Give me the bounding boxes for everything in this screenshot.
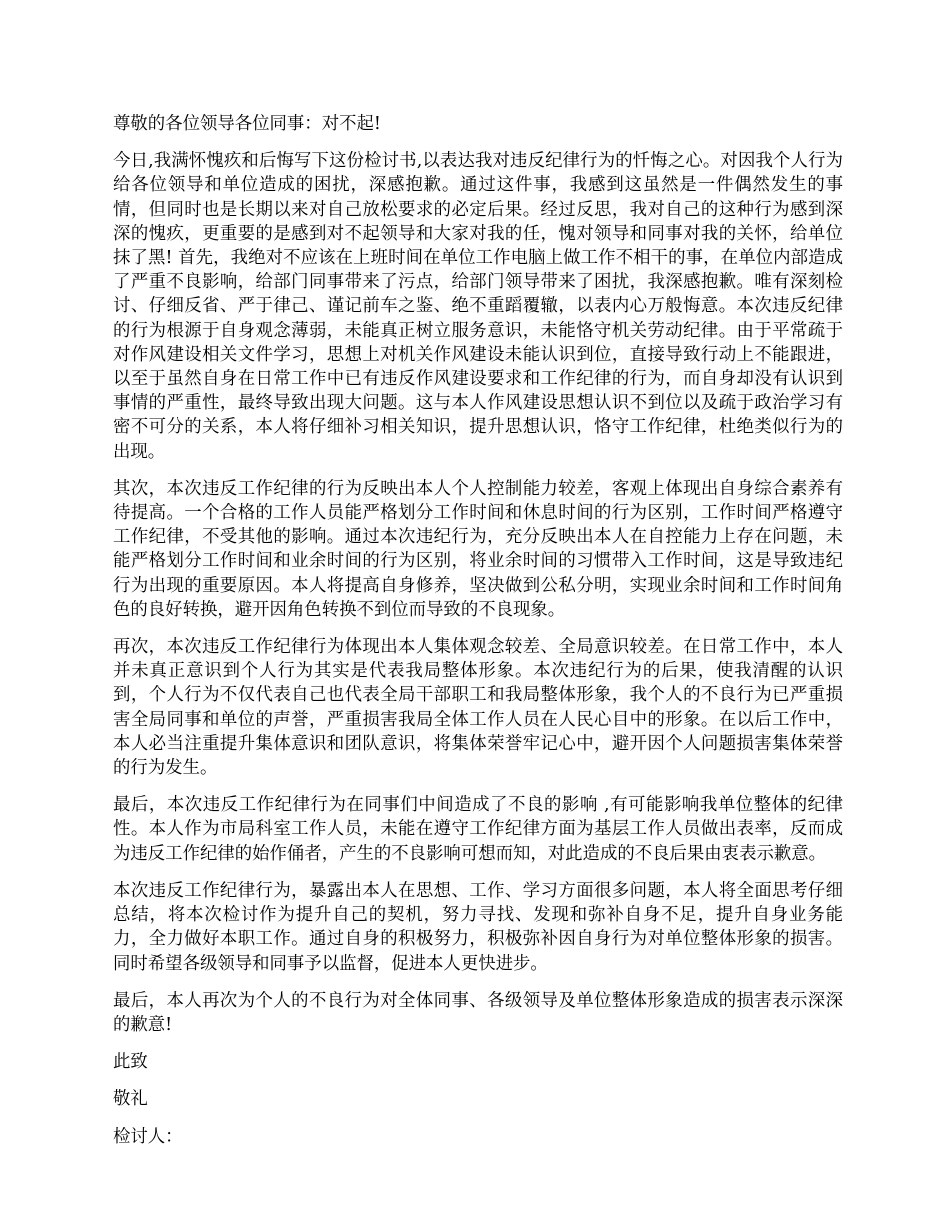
paragraph-second: 其次，本次违反工作纪律的行为反映出本人个人控制能力较差，客观上体现出自身综合素养有待提高。一个合格的工作人员能严格划分工作时间和休息时间的行为区别，工作时间严格遵守工作纪律，不受其他的影响。通过本次违纪行为，充分反映出本人在自控能力上存在问题，未能严格划分工作时间和业余时间的行为区别，将业余时间的习惯带入工作时间，这是导致违纪行为出现的重要原因。本人将提高自身修养，坚决做到公私分明，实现业余时间和工作时间角色的良好转换，避开因角色转换不到位而导致的不良现象。 [113,478,843,620]
paragraph-third: 再次，本次违反工作纪律行为体现出本人集体观念较差、全局意识较差。在日常工作中，本人并未真正意识到个人行为其实是代表我局整体形象。本次违纪行为的后果，使我清醒的认识到，个人行为不仅代表自己也代表全局干部职工和我局整体形象，我个人的不良行为已严重损害全局同事和单位的声誉，严重损害我局全体工作人员在人民心目中的形象。在以后工作中，本人必当注重提升集体意识和团队意识，将集体荣誉牢记心中，避开因个人问题损害集体荣誉的行为发生。 [113,637,843,779]
salutation: 尊敬的各位领导各位同事：对不起! [113,114,381,134]
letter-document [113,112,843,1162]
signature-label: 检讨人： [113,1126,183,1147]
paragraph-fifth: 本次违反工作纪律行为，暴露出本人在思想、工作、学习方面很多问题，本人将全面思考仔细总结，将本次检讨作为提升自己的契机，努力寻找、发现和弥补自身不足，提升自身业务能力，全力做好本职工作。通过自身的积极努力，积极弥补因自身行为对单位整体形象的损害。同时希望各级领导和同事予以监督，促进本人更快进步。 [113,880,843,974]
paragraph-final: 最后，本人再次为个人的不良行为对全体同事、各级领导及单位整体形象造成的损害表示深深的歉意! [113,990,843,1035]
closing-jingli: 敬礼 [113,1089,148,1110]
paragraph-fourth: 最后，本次违反工作纪律行为在同事们中间造成了不良的影响 ,有可能影响我单位整体的纪律性。本人作为市局科室工作人员，未能在遵守工作纪律方面为基层工作人员做出表率，反而成为违反工作纪律的始作俑者，产生的不良影响可想而知，对此造成的不良后果由衷表示歉意。 [113,795,843,864]
paragraph-apology: 今日,我满怀愧疚和后悔写下这份检讨书,以表达我对违反纪律行为的忏悔之心。对因我个人行为给各位领导和单位造成的困扰，深感抱歉。通过这件事，我感到这虽然是一件偶然发生的事情，但同时也是长期以来对自己放松要求的必定后果。经过反思，我对自己的这种行为感到深深的愧疚，更重要的是感到对不起领导和大家对我的任，愧对领导和同事对我的关怀，给单位抹了黑! 首先，我绝对不应该在上班时间在单位工作电脑上做工作不相干的事，在单位内部造成了严重不良影响，给部门同事带来了污点，给部门领导带来了困扰，我深感抱歉。唯有深刻检讨、仔细反省、严于律己、谨记前车之鉴、绝不重蹈覆辙，以表内心万般悔意。本次违反纪律的行为根源于自身观念薄弱，未能真正树立服务意识，未能恪守机关劳动纪律。由于平常疏于对作风建设相关文件学习，思想上对机关作风建设未能认识到位，直接导致行动上不能跟进，以至于虽然自身在日常工作中已有违反作风建设要求和工作纪律的行为，而自身却没有认识到事情的严重性，最终导致出现大问题。这与本人作风建设思想认识不到位以及疏于政治学习有密不可分的关系，本人将仔细补习相关知识，提升思想认识，恪守工作纪律，杜绝类似行为的出现。 [113,151,843,462]
closing-cizhi: 此致 [113,1052,148,1073]
